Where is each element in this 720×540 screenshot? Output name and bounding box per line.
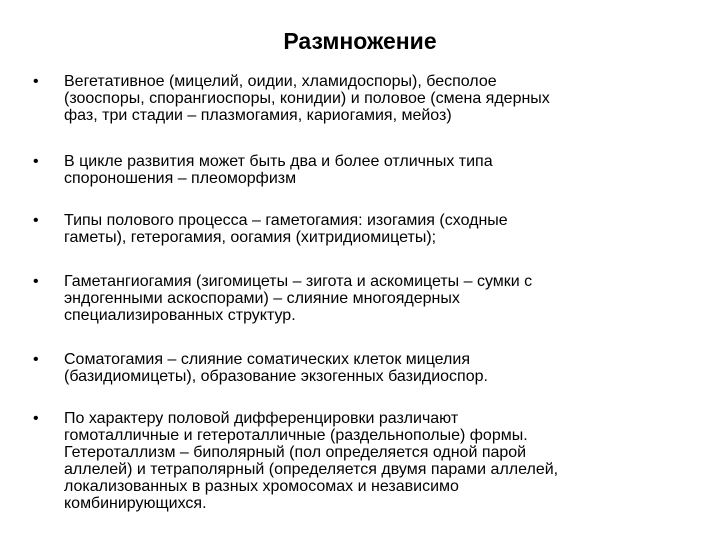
bullet-line: Соматогамия – слияние соматических клеток мицелия xyxy=(64,351,470,368)
bullet-text xyxy=(64,410,676,512)
bullet-line: Вегетативное (мицелий, оидии, хламидоспоры), бесполое xyxy=(64,73,497,90)
bullet-dot: • xyxy=(33,212,39,229)
bullet-line: фаз, три стадии – плазмогамия, кариогамия, мейоз) xyxy=(64,107,452,124)
bullet-line: локализованных в разных хромосомах и независимо xyxy=(64,478,459,495)
bullet-line: эндогенными аскоспорами) – слияние многоядерных xyxy=(64,290,460,307)
bullet-line: В цикле развития может быть два и более отличных типа xyxy=(64,153,493,170)
bullet-line: комбинирующихся. xyxy=(64,495,207,512)
bullet-text xyxy=(64,153,676,187)
bullet-line: гомоталличные и гетероталличные (раздельнополые) формы. xyxy=(64,427,528,444)
bullet-line: Гаметангиогамия (зигомицеты – зигота и аскомицеты – сумки с xyxy=(64,273,533,290)
bullet-dot: • xyxy=(33,273,39,290)
bullet-line: По характеру половой дифференцировки различают xyxy=(64,410,459,427)
bullet-line: (зооспоры, спорангиоспоры, конидии) и половое (смена ядерных xyxy=(64,90,550,107)
bullet-dot: • xyxy=(33,351,39,368)
bullet-dot: • xyxy=(33,73,39,90)
bullet-dot: • xyxy=(33,410,39,427)
bullet-line: (базидиомицеты), образование экзогенных базидиоспор. xyxy=(64,368,488,385)
bullet-text xyxy=(64,212,676,246)
bullet-text xyxy=(64,73,676,124)
bullet-line: специализированных структур. xyxy=(64,307,296,324)
bullet-line: спороношения – плеоморфизм xyxy=(64,170,297,187)
bullet-line: гаметы), гетерогамия, оогамия (хитридиомицеты); xyxy=(64,229,437,246)
bullet-text xyxy=(64,351,676,385)
bullet-dot: • xyxy=(33,153,39,170)
bullet-line: Гетероталлизм – биполярный (пол определяется одной парой xyxy=(64,444,527,461)
bullet-line: Типы полового процесса – гаметогамия: изогамия (сходные xyxy=(64,212,508,229)
slide-title: Размножение xyxy=(283,28,437,54)
bullet-line: аллелей) и тетраполярный (определяется двумя парами аллелей, xyxy=(64,461,559,478)
bullet-text xyxy=(64,273,676,324)
